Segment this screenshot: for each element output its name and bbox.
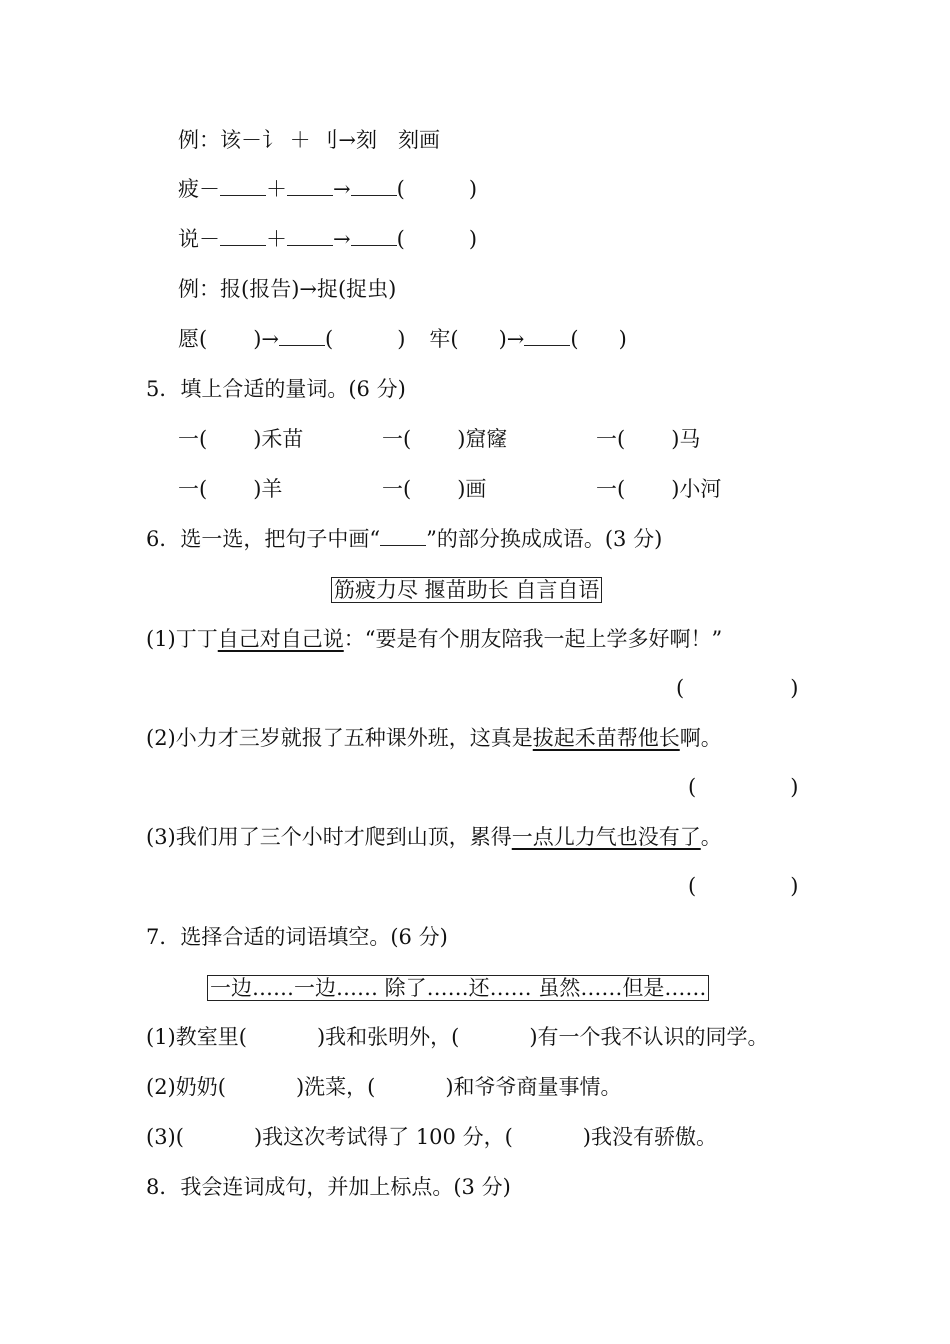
section-title: 8．我会连词成句，并加上标点。(3 分) xyxy=(146,1175,511,1199)
item-post: )羊 xyxy=(253,477,283,501)
right-paren: ) xyxy=(618,327,627,351)
question-7-2 xyxy=(146,1072,622,1102)
item-pre: 一( xyxy=(596,427,626,451)
item-post: )小河 xyxy=(671,477,722,501)
section-7-title xyxy=(146,922,448,952)
exercise-row-1 xyxy=(178,174,477,204)
right-paren: ) xyxy=(468,227,478,251)
title-pre: 6．选一选，把句子中画“ xyxy=(146,527,381,551)
q-text: (3)( xyxy=(146,1125,184,1149)
section-6-title xyxy=(146,524,662,554)
q-post: ：“要是有个朋友陪我一起上学多好啊！” xyxy=(343,627,723,651)
answer-paren-6-3[interactable] xyxy=(688,871,798,901)
measure-word-item-2 xyxy=(382,424,507,454)
example-text: 例：该－讠 ＋ 刂→刻 刻画 xyxy=(178,128,440,152)
idiom-options: 筋疲力尽 揠苗助长 自言自语 xyxy=(331,577,602,603)
measure-word-item-6 xyxy=(596,474,721,504)
right-paren: ) xyxy=(790,676,799,700)
item-pre: 一( xyxy=(382,477,412,501)
answer-blank[interactable] xyxy=(524,325,570,346)
section-8-title xyxy=(146,1172,511,1202)
q-text: (1)教室里( xyxy=(146,1025,247,1049)
row-text: 愿( xyxy=(178,327,208,351)
q-text: )和爷爷商量事情。 xyxy=(445,1075,622,1099)
q-post: 啊。 xyxy=(679,726,722,750)
q-text: )我没有骄傲。 xyxy=(582,1125,717,1149)
question-6-2 xyxy=(146,723,722,753)
section-5-title xyxy=(146,374,406,404)
answer-paren-6-1[interactable] xyxy=(676,673,798,703)
q-text: )洗菜，( xyxy=(295,1075,376,1099)
q-underlined: 一点儿力气也没有了 xyxy=(511,825,701,849)
underline-sample xyxy=(380,525,426,546)
measure-word-item-1 xyxy=(178,424,303,454)
question-6-3 xyxy=(146,822,722,852)
title-post: ”的部分换成成语。(3 分) xyxy=(426,527,663,551)
plus-sign: ＋ xyxy=(266,227,287,251)
exercise-row-3 xyxy=(178,324,627,354)
exercise-row-2 xyxy=(178,224,477,254)
row-text: )→ xyxy=(253,327,279,351)
left-paren: ( xyxy=(676,676,685,700)
answer-blank[interactable] xyxy=(351,175,397,196)
answer-blank[interactable] xyxy=(287,225,333,246)
measure-word-item-5 xyxy=(382,474,486,504)
left-paren: ( xyxy=(688,874,697,898)
q-underlined: 拔起禾苗帮他长 xyxy=(532,726,680,750)
answer-paren-6-2[interactable] xyxy=(688,772,798,802)
q-text: )有一个我不认识的同学。 xyxy=(529,1025,769,1049)
question-7-3 xyxy=(146,1122,717,1152)
arrow-sign: → xyxy=(333,177,351,201)
conjunction-options: 一边……一边…… 除了……还…… 虽然……但是…… xyxy=(207,975,709,1001)
right-paren: ) xyxy=(468,177,478,201)
item-pre: 一( xyxy=(178,477,208,501)
item-post: )画 xyxy=(457,477,487,501)
q-post: 。 xyxy=(700,825,722,849)
measure-word-item-3 xyxy=(596,424,700,454)
q-underlined: 自己对自己说 xyxy=(217,627,344,651)
item-pre: 一( xyxy=(178,427,208,451)
conjunction-box xyxy=(207,973,709,1003)
left-paren: ( xyxy=(396,227,405,251)
example-line-1 xyxy=(178,125,440,155)
plus-sign: ＋ xyxy=(266,177,287,201)
row-char: 疲－ xyxy=(178,177,220,201)
q-pre: (1)丁丁 xyxy=(146,627,218,651)
left-paren: ( xyxy=(688,775,697,799)
left-paren: ( xyxy=(570,327,579,351)
row-text: 牢( xyxy=(429,327,459,351)
row-char: 说－ xyxy=(178,227,220,251)
answer-blank[interactable] xyxy=(220,225,266,246)
left-paren: ( xyxy=(396,177,405,201)
right-paren: ) xyxy=(790,874,799,898)
answer-blank[interactable] xyxy=(351,225,397,246)
section-title: 7．选择合适的词语填空。(6 分) xyxy=(146,925,448,949)
right-paren: ) xyxy=(790,775,799,799)
example-text: 例：报(报告)→捉(捉虫) xyxy=(178,277,397,301)
q-text: )我和张明外，( xyxy=(316,1025,460,1049)
idiom-box xyxy=(331,575,602,605)
q-pre: (3)我们用了三个小时才爬到山顶，累得 xyxy=(146,825,512,849)
q-text: (2)奶奶( xyxy=(146,1075,226,1099)
item-pre: 一( xyxy=(382,427,412,451)
left-paren: ( xyxy=(325,327,334,351)
measure-word-item-4 xyxy=(178,474,282,504)
arrow-sign: → xyxy=(333,227,351,251)
question-6-1 xyxy=(146,624,722,654)
item-post: )马 xyxy=(671,427,701,451)
q-text: )我这次考试得了 100 分，( xyxy=(253,1125,513,1149)
right-paren: ) xyxy=(397,327,406,351)
item-post: )窟窿 xyxy=(457,427,508,451)
item-pre: 一( xyxy=(596,477,626,501)
example-line-2 xyxy=(178,274,396,304)
answer-blank[interactable] xyxy=(287,175,333,196)
question-7-1 xyxy=(146,1022,769,1052)
section-title: 5．填上合适的量词。(6 分) xyxy=(146,377,406,401)
row-text: )→ xyxy=(498,327,525,351)
answer-blank[interactable] xyxy=(220,175,266,196)
q-pre: (2)小力才三岁就报了五种课外班，这真是 xyxy=(146,726,533,750)
item-post: )禾苗 xyxy=(253,427,304,451)
answer-blank[interactable] xyxy=(279,325,325,346)
